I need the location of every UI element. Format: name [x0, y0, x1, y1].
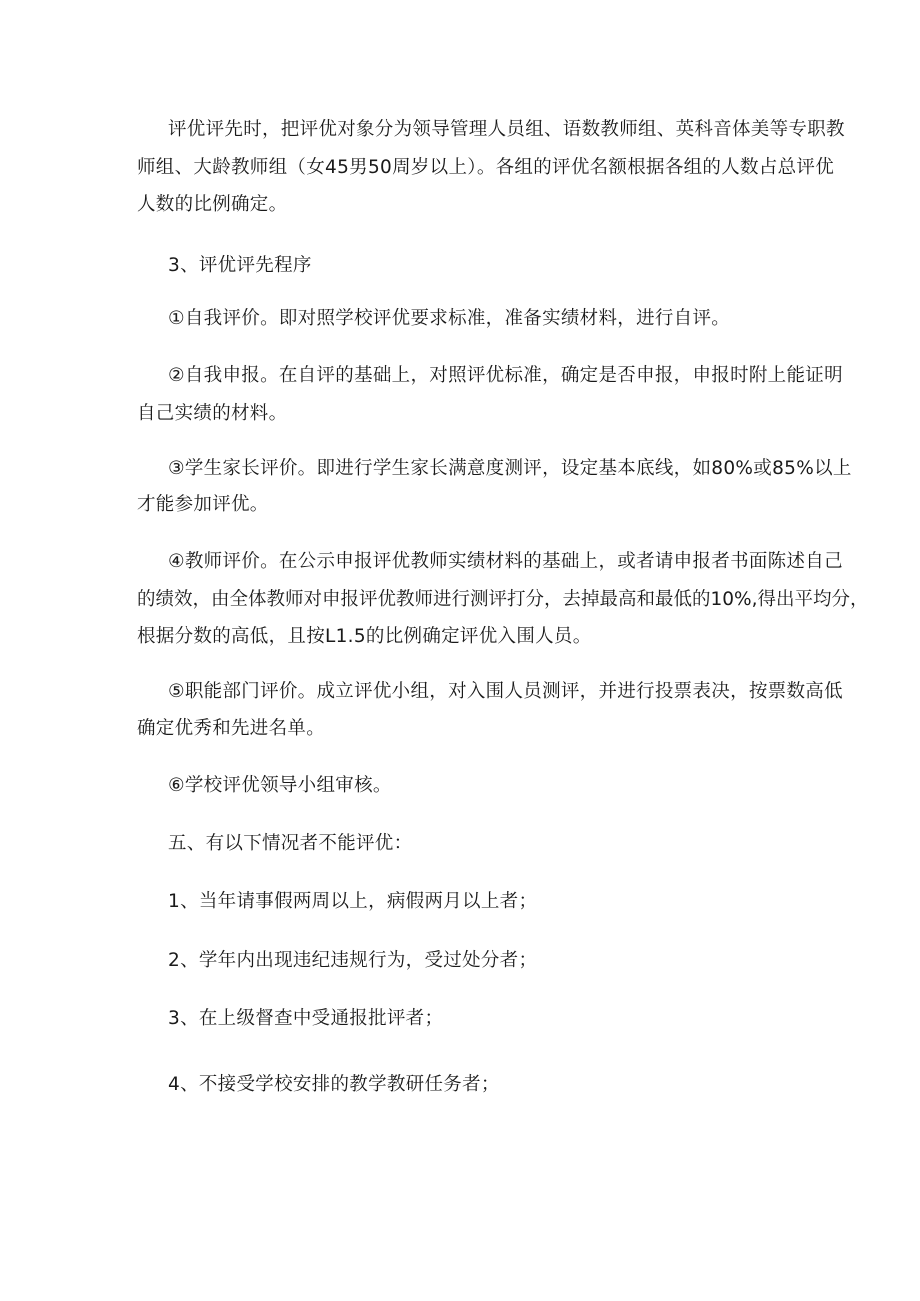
- step-5-line-1: ⑤职能部门评价。成立评优小组，对入围人员测评，并进行投票表决，按票数高低: [168, 681, 843, 702]
- step-2-line-2: 自己实绩的材料。: [137, 403, 288, 424]
- step-3-line-2: 才能参加评优。: [137, 494, 269, 515]
- exclusion-item-1: 1、当年请事假两周以上，病假两月以上者；: [168, 891, 538, 912]
- step-2-line-1: ②自我申报。在自评的基础上，对照评优标准，确定是否申报，申报时附上能证明: [168, 365, 843, 386]
- exclusion-item-4: 4、不接受学校安排的教学教研任务者；: [168, 1074, 500, 1095]
- section-5-heading-text: 五、有以下情况者不能评优：: [168, 833, 413, 854]
- step-4-line-2: 的绩效，由全体教师对申报评优教师进行测评打分，去掉最高和最低的10%,得出平均分，: [137, 589, 869, 610]
- intro-line-2: 师组、大龄教师组（女45男50周岁以上）。各组的评优名额根据各组的人数占总评优: [137, 157, 835, 178]
- intro-line-3: 人数的比例确定。: [137, 194, 288, 215]
- exclusion-item-3: 3、在上级督查中受通报批评者；: [168, 1008, 444, 1029]
- step-1-line-1: ①自我评价。即对照学校评优要求标准，准备实绩材料，进行自评。: [168, 308, 731, 329]
- procedure-heading-text: 3、评优评先程序: [168, 255, 312, 276]
- step-4-line-3: 根据分数的高低，且按L1.5的比例确定评优入围人员。: [137, 626, 592, 647]
- exclusion-item-2: 2、学年内出现违纪违规行为，受过处分者；: [168, 950, 538, 971]
- step-4-line-1: ④教师评价。在公示申报评优教师实绩材料的基础上，或者请申报者书面陈述自己: [168, 551, 843, 572]
- step-5-line-2: 确定优秀和先进名单。: [137, 718, 326, 739]
- step-6-line-1: ⑥学校评优领导小组审核。: [168, 775, 392, 796]
- step-3-line-1: ③学生家长评价。即进行学生家长满意度测评，设定基本底线，如80%或85%以上: [168, 458, 852, 479]
- intro-line-1: 评优评先时，把评优对象分为领导管理人员组、语数教师组、英科音体美等专职教: [168, 119, 845, 140]
